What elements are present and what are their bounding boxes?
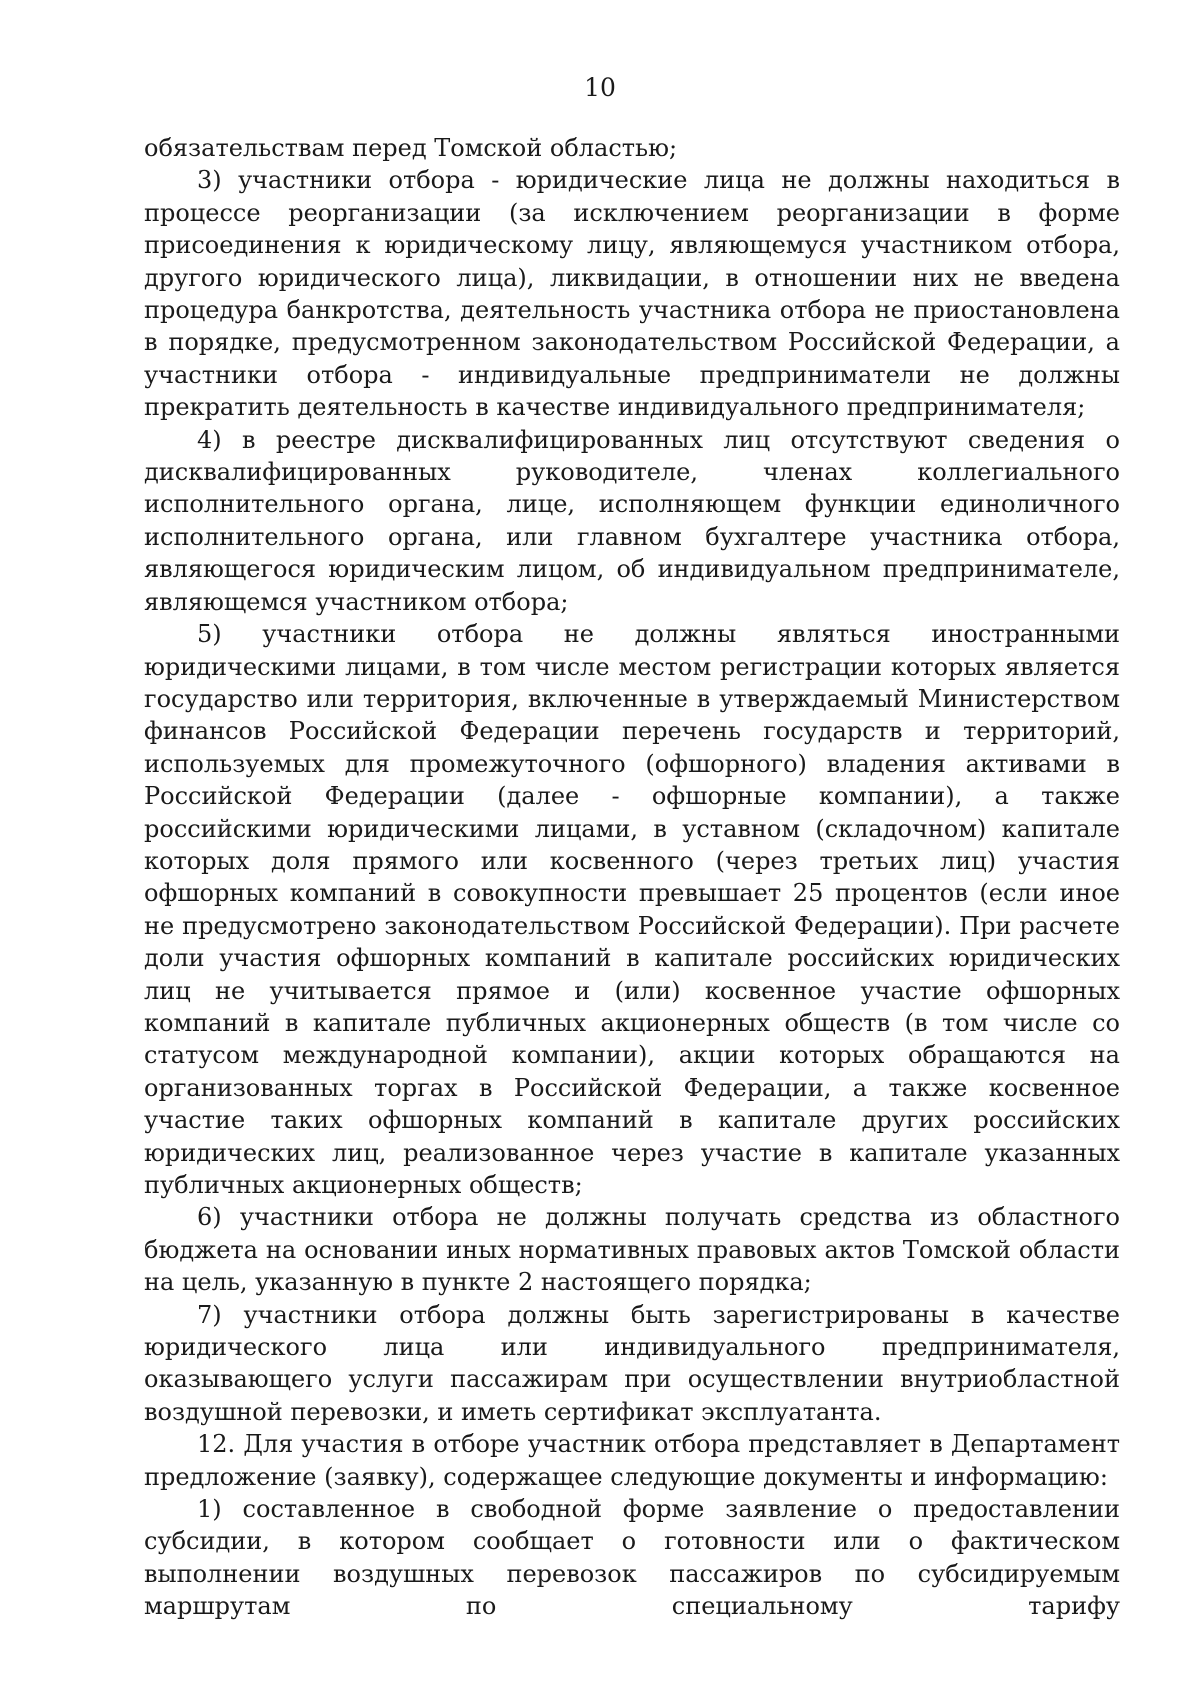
paragraph-item-3: 3) участники отбора - юридические лица не должны находиться в процессе реорганизации (за исключением реорганизации в форме присоединения к юридическому лицу, являющемуся участником отбора, другого юридического лица), ликвидации, в отношении них не введена процедура банкротства, деятельность участника отбора не приостановлена в порядке, предусмотренном законодательством Российской Федерации, а участники отбора - индивидуальные предприниматели не должны прекратить деятельность в качестве индивидуального предпринимателя; [144,166,1120,422]
paragraph-item-4: 4) в реестре дисквалифицированных лиц отсутствуют сведения о дисквалифицированных руководителе, членах коллегиального исполнительного органа, лице, исполняющем функции единоличного исполнительного органа, или главном бухгалтере участника отбора, являющегося юридическим лицом, об индивидуальном предпринимателе, являющемся участником отбора; [144,425,1120,616]
paragraph-item-7: 7) участники отбора должны быть зарегистрированы в качестве юридического лица или индивидуального предпринимателя, оказывающего услуги пассажирам при осуществлении внутриобластной воздушной перевозки, и иметь сертификат эксплуатанта. [144,1300,1120,1426]
paragraph-item-5: 5) участники отбора не должны являться иностранными юридическими лицами, в том числе местом регистрации которых является государство или территория, включенные в утверждаемый Министерством финансов Российской Федерации перечень государств и территорий, используемых для промежуточного (офшорного) владения активами в Российской Федерации (далее - офшорные компании), а также российскими юридическими лицами, в уставном (складочном) капитале которых доля прямого или косвенного (через третьих лиц) участия офшорных компаний в совокупности превышает 25 процентов (если иное не предусмотрено законодательством Российской Федерации). При расчете доли участия офшорных компаний в капитале российских юридических лиц не учитывается прямое и (или) косвенное участие офшорных компаний в капитале публичных акционерных обществ (в том числе со статусом международной компании), акции которых обращаются на организованных торгах в Российской Федерации, а также косвенное участие таких офшорных компаний в капитале других российских юридических лиц, реализованное через участие в капитале указанных публичных акционерных обществ; [144,620,1120,1199]
paragraph-continuation: обязательствам перед Томской областью; [144,134,678,162]
paragraph-clause-12-item-1: 1) составленное в свободной форме заявление о предоставлении субсидии, в котором сообщает о готовности или о фактическом выполнении воздушных перевозок пассажиров по субсидируемым маршрутам по специальному тарифу [144,1495,1120,1621]
page-number: 10 [584,73,616,102]
paragraph-clause-12: 12. Для участия в отборе участник отбора представляет в Департамент предложение (заявку), содержащее следующие документы и информацию: [144,1430,1120,1491]
document-body [144,132,1120,1623]
paragraph-item-6: 6) участники отбора не должны получать средства из областного бюджета на основании иных нормативных правовых актов Томской области на цель, указанную в пункте 2 настоящего порядка; [144,1203,1120,1297]
